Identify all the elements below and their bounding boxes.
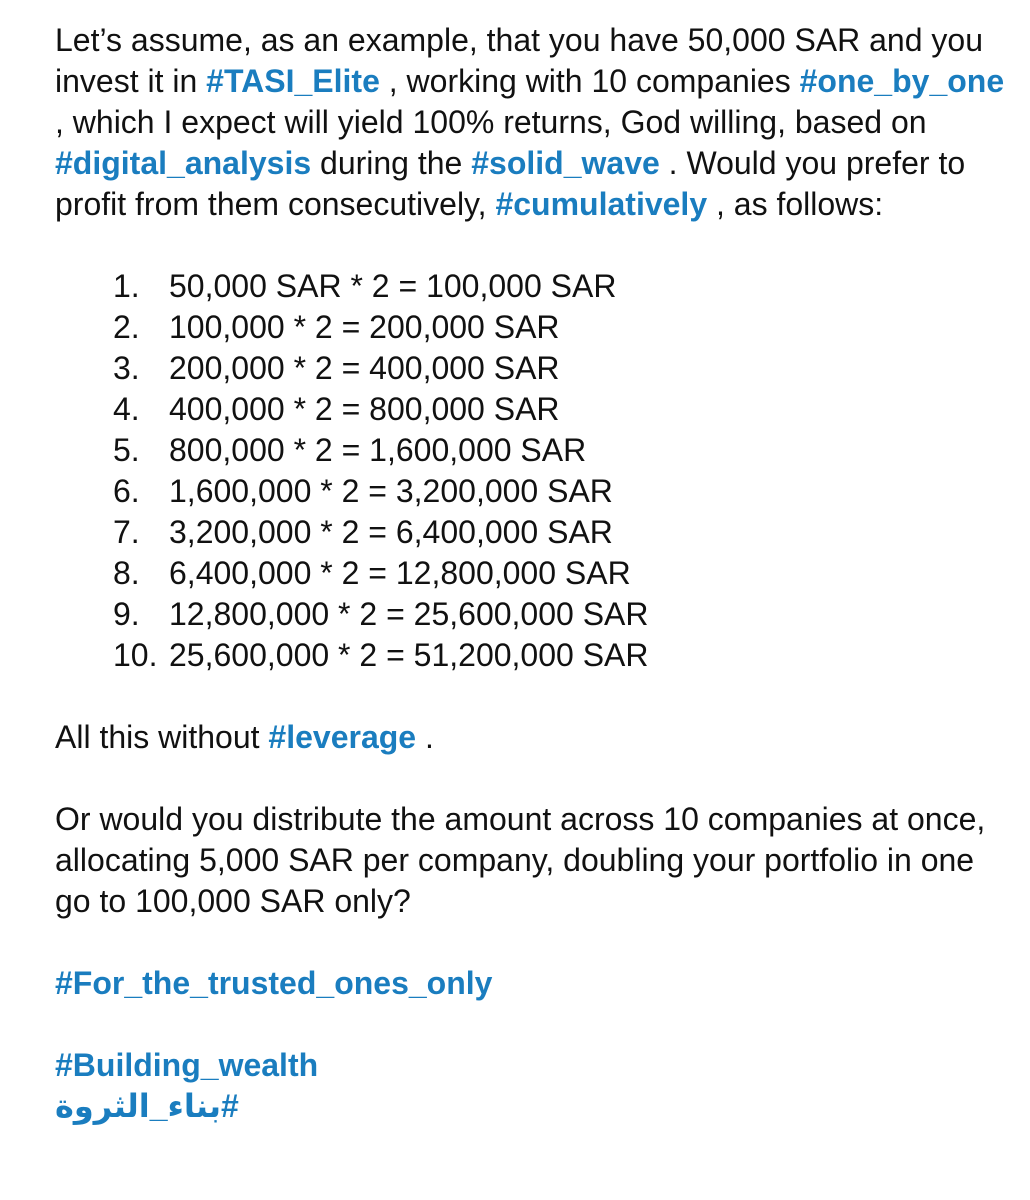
list-item <box>113 307 1015 348</box>
hashtag-one-by-one[interactable]: #one_by_one <box>799 63 1005 99</box>
intro-paragraph <box>55 20 1015 225</box>
leverage-text-1: All this without <box>55 719 269 755</box>
hashtag-building-wealth-arabic[interactable]: #بناء_الثروة <box>55 1088 239 1124</box>
list-item-text: 3,200,000 * 2 = 6,400,000 SAR <box>169 514 613 550</box>
hashtag-digital-analysis[interactable]: #digital_analysis <box>55 145 312 181</box>
list-item-number: 5. <box>113 432 140 468</box>
list-item-number: 4. <box>113 391 140 427</box>
hashtag-building-wealth[interactable]: #Building_wealth <box>55 1047 319 1083</box>
list-item <box>113 348 1015 389</box>
list-item-number: 9. <box>113 596 140 632</box>
hashtag-cumulatively[interactable]: #cumulatively <box>495 186 708 222</box>
list-item-number: 6. <box>113 473 140 509</box>
wealth-hashtag-paragraph <box>55 1045 1015 1086</box>
list-item-text: 1,600,000 * 2 = 3,200,000 SAR <box>169 473 613 509</box>
list-item-number: 2. <box>113 309 140 345</box>
hashtag-leverage[interactable]: #leverage <box>268 719 417 755</box>
doubling-steps-list <box>55 266 1015 676</box>
list-item <box>113 635 1015 676</box>
intro-text-1: Let’s assume, as an example, that you have 50,000 SAR and you invest it in <box>55 22 983 99</box>
list-item-text: 50,000 SAR * 2 = 100,000 SAR <box>169 268 617 304</box>
list-item-text: 400,000 * 2 = 800,000 SAR <box>169 391 560 427</box>
intro-text-5: . Would you prefer to profit from them consecutively, <box>55 145 966 222</box>
list-item-number: 1. <box>113 268 140 304</box>
intro-text-4: during the <box>311 145 472 181</box>
hashtag-tasi-elite[interactable]: #TASI_Elite <box>206 63 380 99</box>
intro-text-2: , working with 10 companies <box>379 63 800 99</box>
list-item-text: 12,800,000 * 2 = 25,600,000 SAR <box>169 596 649 632</box>
list-item <box>113 430 1015 471</box>
list-item-text: 25,600,000 * 2 = 51,200,000 SAR <box>169 637 649 673</box>
list-item <box>113 266 1015 307</box>
list-item <box>113 471 1015 512</box>
spacer <box>55 758 1015 799</box>
list-item-text: 6,400,000 * 2 = 12,800,000 SAR <box>169 555 631 591</box>
leverage-text-2: . <box>416 719 434 755</box>
list-item <box>113 553 1015 594</box>
leverage-paragraph <box>55 717 1015 758</box>
post-content <box>55 20 1015 1127</box>
hashtag-for-the-trusted-ones-only[interactable]: #For_the_trusted_ones_only <box>55 965 493 1001</box>
spacer <box>55 922 1015 963</box>
list-item-text: 100,000 * 2 = 200,000 SAR <box>169 309 560 345</box>
list-item-number: 10. <box>113 637 158 673</box>
arabic-hashtag-paragraph <box>55 1086 1015 1127</box>
list-item-number: 8. <box>113 555 140 591</box>
list-item <box>113 594 1015 635</box>
trusted-hashtag-paragraph <box>55 963 1015 1004</box>
spacer <box>55 1004 1015 1045</box>
list-item <box>113 389 1015 430</box>
hashtag-solid-wave[interactable]: #solid_wave <box>471 145 660 181</box>
list-item <box>113 512 1015 553</box>
list-item-number: 3. <box>113 350 140 386</box>
alternative-paragraph: Or would you distribute the amount across 10 companies at once, allocating 5,000 SAR per company, doubling your portfolio in one go to 100,000 SAR only? <box>55 801 986 919</box>
intro-text-3: , which I expect will yield 100% returns, God willing, based on <box>55 104 927 140</box>
list-item-number: 7. <box>113 514 140 550</box>
list-item-text: 800,000 * 2 = 1,600,000 SAR <box>169 432 587 468</box>
intro-text-6: , as follows: <box>707 186 884 222</box>
list-item-text: 200,000 * 2 = 400,000 SAR <box>169 350 560 386</box>
